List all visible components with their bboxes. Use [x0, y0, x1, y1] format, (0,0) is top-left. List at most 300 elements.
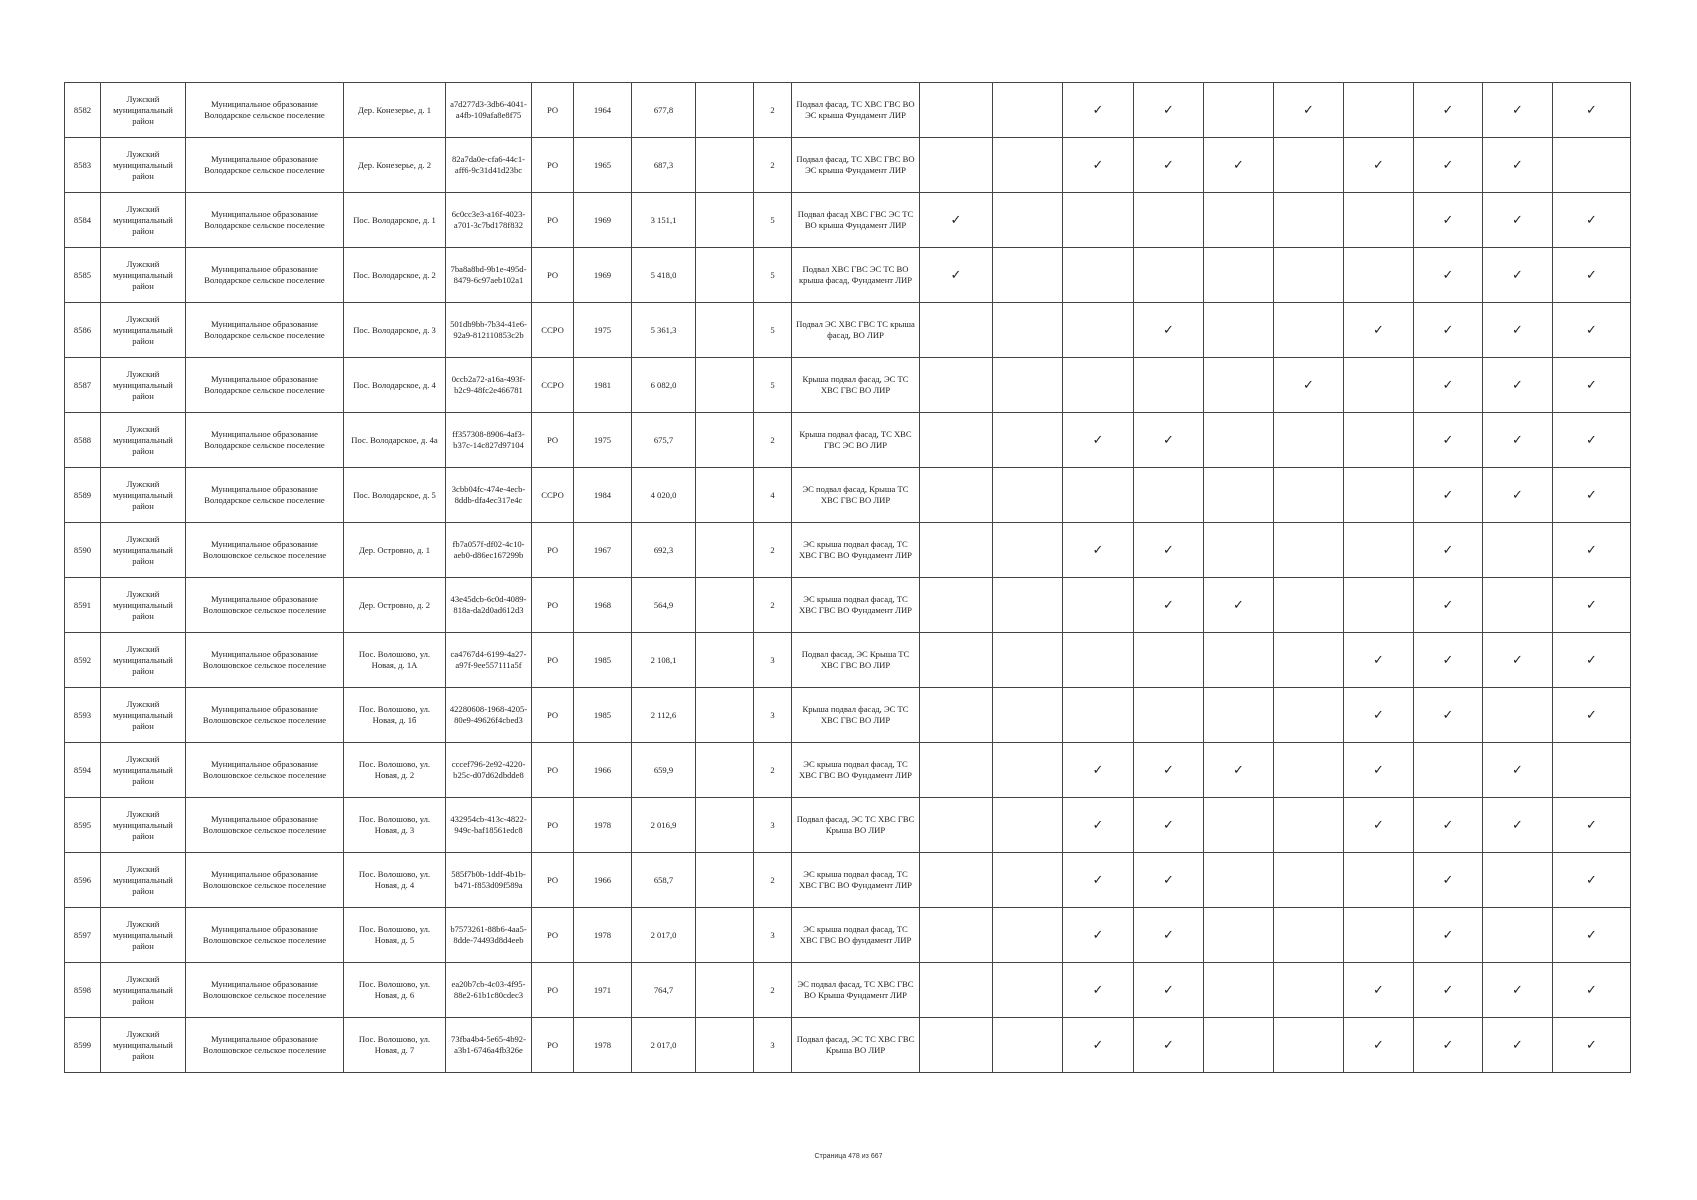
row-number-cell: 8587: [65, 358, 101, 413]
check-mark-icon: ✓: [1163, 542, 1174, 558]
check-mark-icon: ✓: [950, 267, 962, 283]
floors-cell: 2: [754, 523, 792, 578]
table-row: [65, 303, 1631, 358]
check-mark-icon: ✓: [1163, 762, 1174, 778]
works-list-cell: Подвал фасад ХВС ГВС ЭС ТС ВО крыша Фундамент ЛИР: [792, 193, 920, 248]
year-built-cell: 1975: [574, 413, 632, 468]
floors-cell: 2: [754, 743, 792, 798]
check-mark-icon: ✓: [1163, 597, 1174, 613]
municipality-cell: Муниципальное образование Волошовское сельское поселение: [186, 963, 344, 1018]
address-cell: Дер. Островно, д. 2: [344, 578, 446, 633]
guid-cell: 7ba8a8bd-9b1e-495d-8479-6c97aeb102a1: [446, 248, 532, 303]
work-mark-cell: [1063, 908, 1134, 963]
work-mark-cell: [1483, 523, 1553, 578]
work-mark-cell: [1063, 358, 1134, 413]
check-mark-icon: ✓: [1373, 707, 1384, 723]
work-mark-cell: [1553, 798, 1631, 853]
work-mark-cell: [1274, 688, 1344, 743]
address-cell: Пос. Волошово, ул. Новая, д. 4: [344, 853, 446, 908]
check-mark-icon: ✓: [1373, 322, 1384, 338]
guid-cell: 3cbb04fc-474e-4ecb-8ddb-dfa4ec317e4c: [446, 468, 532, 523]
check-mark-icon: ✓: [950, 212, 962, 228]
municipality-cell: Муниципальное образование Володарское сельское поселение: [186, 138, 344, 193]
empty-cell: [696, 193, 754, 248]
work-mark-cell: [1274, 193, 1344, 248]
work-mark-cell: [1483, 413, 1553, 468]
works-list-cell: Крыша подвал фасад, ЭС ТС ХВС ГВС ВО ЛИР: [792, 688, 920, 743]
check-mark-icon: ✓: [1512, 212, 1523, 228]
check-mark-icon: ✓: [1092, 927, 1104, 943]
municipality-cell: Муниципальное образование Волошовское сельское поселение: [186, 578, 344, 633]
work-mark-cell: [993, 963, 1063, 1018]
address-cell: Пос. Волошово, ул. Новая, д. 5: [344, 908, 446, 963]
table-row: [65, 523, 1631, 578]
check-mark-icon: ✓: [1303, 377, 1314, 393]
work-mark-cell: [1274, 138, 1344, 193]
work-mark-cell: [993, 688, 1063, 743]
year-built-cell: 1966: [574, 853, 632, 908]
area-cell: 6 082,0: [632, 358, 696, 413]
work-mark-cell: [1063, 138, 1134, 193]
work-mark-cell: [1344, 688, 1414, 743]
guid-cell: b7573261-88b6-4aa5-8dde-74493d8d4eeb: [446, 908, 532, 963]
table-row: [65, 138, 1631, 193]
work-mark-cell: [1553, 248, 1631, 303]
work-mark-cell: [993, 908, 1063, 963]
works-list-cell: ЭС крыша подвал фасад, ТС ХВС ГВС ВО Фундамент ЛИР: [792, 523, 920, 578]
work-mark-cell: [1414, 413, 1483, 468]
check-mark-icon: ✓: [1512, 817, 1523, 833]
row-number-cell: 8589: [65, 468, 101, 523]
work-mark-cell: [1344, 853, 1414, 908]
guid-cell: fb7a057f-df02-4c10-aeb0-d86ec167299b: [446, 523, 532, 578]
row-number-cell: 8591: [65, 578, 101, 633]
check-mark-icon: ✓: [1442, 707, 1454, 723]
check-mark-icon: ✓: [1586, 267, 1597, 283]
district-cell: Лужский муниципальный район: [101, 1018, 186, 1073]
address-cell: Пос. Волошово, ул. Новая, д. 2: [344, 743, 446, 798]
work-mark-cell: [993, 83, 1063, 138]
municipality-cell: Муниципальное образование Волошовское сельское поселение: [186, 853, 344, 908]
floors-cell: 2: [754, 853, 792, 908]
work-mark-cell: [920, 633, 993, 688]
empty-cell: [696, 963, 754, 1018]
check-mark-icon: ✓: [1163, 872, 1174, 888]
work-mark-cell: [1414, 743, 1483, 798]
area-cell: 2 112,6: [632, 688, 696, 743]
check-mark-icon: ✓: [1586, 707, 1597, 723]
housing-register-table: [64, 82, 1631, 1073]
work-mark-cell: [1483, 468, 1553, 523]
work-mark-cell: [1553, 193, 1631, 248]
program-type-cell: РО: [532, 83, 574, 138]
check-mark-icon: ✓: [1586, 927, 1597, 943]
works-list-cell: Крыша подвал фасад, ТС ХВС ГВС ЭС ВО ЛИР: [792, 413, 920, 468]
work-mark-cell: [1483, 908, 1553, 963]
table-row: [65, 633, 1631, 688]
work-mark-cell: [993, 358, 1063, 413]
check-mark-icon: ✓: [1512, 1037, 1523, 1053]
address-cell: Пос. Володарское, д. 3: [344, 303, 446, 358]
work-mark-cell: [1134, 853, 1204, 908]
year-built-cell: 1984: [574, 468, 632, 523]
work-mark-cell: [1134, 248, 1204, 303]
work-mark-cell: [1063, 743, 1134, 798]
work-mark-cell: [1204, 908, 1274, 963]
floors-cell: 2: [754, 413, 792, 468]
program-type-cell: РО: [532, 248, 574, 303]
work-mark-cell: [1553, 743, 1631, 798]
check-mark-icon: ✓: [1442, 1037, 1454, 1053]
district-cell: Лужский муниципальный район: [101, 523, 186, 578]
area-cell: 2 108,1: [632, 633, 696, 688]
guid-cell: 73fba4b4-5e65-4b92-a3b1-6746a4fb326e: [446, 1018, 532, 1073]
work-mark-cell: [993, 303, 1063, 358]
work-mark-cell: [1204, 688, 1274, 743]
area-cell: 764,7: [632, 963, 696, 1018]
work-mark-cell: [1483, 798, 1553, 853]
work-mark-cell: [1483, 138, 1553, 193]
work-mark-cell: [1063, 248, 1134, 303]
check-mark-icon: ✓: [1373, 652, 1384, 668]
work-mark-cell: [1204, 413, 1274, 468]
check-mark-icon: ✓: [1442, 652, 1454, 668]
work-mark-cell: [1274, 303, 1344, 358]
program-type-cell: РО: [532, 633, 574, 688]
work-mark-cell: [1414, 248, 1483, 303]
check-mark-icon: ✓: [1092, 102, 1104, 118]
program-type-cell: РО: [532, 963, 574, 1018]
work-mark-cell: [1134, 138, 1204, 193]
work-mark-cell: [1483, 1018, 1553, 1073]
work-mark-cell: [1414, 303, 1483, 358]
work-mark-cell: [1134, 688, 1204, 743]
check-mark-icon: ✓: [1586, 102, 1597, 118]
year-built-cell: 1971: [574, 963, 632, 1018]
program-type-cell: РО: [532, 1018, 574, 1073]
work-mark-cell: [1204, 743, 1274, 798]
check-mark-icon: ✓: [1373, 1037, 1384, 1053]
row-number-cell: 8588: [65, 413, 101, 468]
floors-cell: 2: [754, 138, 792, 193]
work-mark-cell: [1204, 138, 1274, 193]
empty-cell: [696, 83, 754, 138]
check-mark-icon: ✓: [1442, 377, 1454, 393]
program-type-cell: ССРО: [532, 358, 574, 413]
program-type-cell: РО: [532, 688, 574, 743]
work-mark-cell: [1204, 193, 1274, 248]
guid-cell: 585f7b0b-1ddf-4b1b-b471-f853d09f589a: [446, 853, 532, 908]
check-mark-icon: ✓: [1442, 432, 1454, 448]
check-mark-icon: ✓: [1092, 432, 1104, 448]
work-mark-cell: [1414, 468, 1483, 523]
check-mark-icon: ✓: [1092, 542, 1104, 558]
area-cell: 3 151,1: [632, 193, 696, 248]
work-mark-cell: [1134, 523, 1204, 578]
row-number-cell: 8592: [65, 633, 101, 688]
district-cell: Лужский муниципальный район: [101, 193, 186, 248]
address-cell: Пос. Володарское, д. 4а: [344, 413, 446, 468]
work-mark-cell: [993, 743, 1063, 798]
check-mark-icon: ✓: [1373, 817, 1384, 833]
guid-cell: 6c0cc3e3-a16f-4023-a701-3c7bd178f832: [446, 193, 532, 248]
works-list-cell: ЭС подвал фасад, Крыша ТС ХВС ГВС ВО ЛИР: [792, 468, 920, 523]
work-mark-cell: [1274, 798, 1344, 853]
address-cell: Пос. Володарское, д. 4: [344, 358, 446, 413]
work-mark-cell: [920, 578, 993, 633]
municipality-cell: Муниципальное образование Володарское сельское поселение: [186, 413, 344, 468]
program-type-cell: РО: [532, 193, 574, 248]
empty-cell: [696, 523, 754, 578]
work-mark-cell: [1414, 578, 1483, 633]
work-mark-cell: [1414, 908, 1483, 963]
address-cell: Пос. Волошово, ул. Новая, д. 6: [344, 963, 446, 1018]
work-mark-cell: [1553, 358, 1631, 413]
work-mark-cell: [1204, 798, 1274, 853]
empty-cell: [696, 908, 754, 963]
work-mark-cell: [1134, 908, 1204, 963]
district-cell: Лужский муниципальный район: [101, 248, 186, 303]
program-type-cell: РО: [532, 413, 574, 468]
work-mark-cell: [920, 688, 993, 743]
municipality-cell: Муниципальное образование Володарское сельское поселение: [186, 248, 344, 303]
work-mark-cell: [1204, 83, 1274, 138]
table-row: [65, 688, 1631, 743]
table-row: [65, 963, 1631, 1018]
work-mark-cell: [1274, 578, 1344, 633]
year-built-cell: 1966: [574, 743, 632, 798]
work-mark-cell: [1274, 83, 1344, 138]
table-row: [65, 413, 1631, 468]
work-mark-cell: [1344, 798, 1414, 853]
check-mark-icon: ✓: [1586, 487, 1597, 503]
work-mark-cell: [1204, 303, 1274, 358]
district-cell: Лужский муниципальный район: [101, 358, 186, 413]
check-mark-icon: ✓: [1373, 982, 1384, 998]
work-mark-cell: [1553, 963, 1631, 1018]
row-number-cell: 8586: [65, 303, 101, 358]
work-mark-cell: [1414, 688, 1483, 743]
row-number-cell: 8590: [65, 523, 101, 578]
work-mark-cell: [1553, 908, 1631, 963]
work-mark-cell: [1063, 193, 1134, 248]
check-mark-icon: ✓: [1512, 982, 1523, 998]
work-mark-cell: [1344, 578, 1414, 633]
work-mark-cell: [1483, 193, 1553, 248]
work-mark-cell: [1134, 1018, 1204, 1073]
address-cell: Пос. Волошово, ул. Новая, д. 1А: [344, 633, 446, 688]
check-mark-icon: ✓: [1092, 872, 1104, 888]
work-mark-cell: [1274, 358, 1344, 413]
program-type-cell: РО: [532, 743, 574, 798]
work-mark-cell: [1553, 578, 1631, 633]
work-mark-cell: [1134, 413, 1204, 468]
check-mark-icon: ✓: [1303, 102, 1314, 118]
check-mark-icon: ✓: [1586, 432, 1597, 448]
program-type-cell: ССРО: [532, 468, 574, 523]
check-mark-icon: ✓: [1442, 267, 1454, 283]
work-mark-cell: [1063, 963, 1134, 1018]
check-mark-icon: ✓: [1512, 267, 1523, 283]
address-cell: Пос. Волошово, ул. Новая, д. 3: [344, 798, 446, 853]
empty-cell: [696, 853, 754, 908]
works-list-cell: ЭС крыша подвал фасад, ТС ХВС ГВС ВО Фундамент ЛИР: [792, 853, 920, 908]
floors-cell: 2: [754, 83, 792, 138]
table-row: [65, 798, 1631, 853]
table-row: [65, 908, 1631, 963]
check-mark-icon: ✓: [1163, 432, 1174, 448]
work-mark-cell: [1483, 688, 1553, 743]
guid-cell: cccef796-2e92-4220-b25c-d07d62dbdde8: [446, 743, 532, 798]
check-mark-icon: ✓: [1442, 157, 1454, 173]
area-cell: 675,7: [632, 413, 696, 468]
work-mark-cell: [920, 193, 993, 248]
check-mark-icon: ✓: [1163, 1037, 1174, 1053]
table-body: [65, 83, 1631, 1073]
row-number-cell: 8594: [65, 743, 101, 798]
work-mark-cell: [1344, 358, 1414, 413]
work-mark-cell: [1134, 83, 1204, 138]
work-mark-cell: [920, 798, 993, 853]
page-footer: [0, 1153, 1697, 1160]
work-mark-cell: [1134, 193, 1204, 248]
check-mark-icon: ✓: [1512, 762, 1523, 778]
year-built-cell: 1981: [574, 358, 632, 413]
work-mark-cell: [1134, 743, 1204, 798]
check-mark-icon: ✓: [1586, 542, 1597, 558]
work-mark-cell: [1063, 853, 1134, 908]
work-mark-cell: [1553, 523, 1631, 578]
works-list-cell: Подвал ХВС ГВС ЭС ТС ВО крыша фасад, Фундамент ЛИР: [792, 248, 920, 303]
work-mark-cell: [1063, 578, 1134, 633]
work-mark-cell: [993, 138, 1063, 193]
floors-cell: 3: [754, 908, 792, 963]
table-row: [65, 193, 1631, 248]
empty-cell: [696, 633, 754, 688]
work-mark-cell: [920, 83, 993, 138]
check-mark-icon: ✓: [1512, 377, 1523, 393]
district-cell: Лужский муниципальный район: [101, 83, 186, 138]
work-mark-cell: [1483, 248, 1553, 303]
check-mark-icon: ✓: [1512, 157, 1523, 173]
work-mark-cell: [920, 248, 993, 303]
address-cell: Дер. Конезерье, д. 1: [344, 83, 446, 138]
works-list-cell: ЭС подвал фасад, ТС ХВС ГВС ВО Крыша Фундамент ЛИР: [792, 963, 920, 1018]
row-number-cell: 8585: [65, 248, 101, 303]
row-number-cell: 8595: [65, 798, 101, 853]
table-row: [65, 1018, 1631, 1073]
work-mark-cell: [920, 963, 993, 1018]
work-mark-cell: [1344, 743, 1414, 798]
work-mark-cell: [1063, 83, 1134, 138]
program-type-cell: ССРО: [532, 303, 574, 358]
address-cell: Пос. Володарское, д. 2: [344, 248, 446, 303]
empty-cell: [696, 358, 754, 413]
work-mark-cell: [1553, 633, 1631, 688]
work-mark-cell: [920, 358, 993, 413]
municipality-cell: Муниципальное образование Волошовское сельское поселение: [186, 908, 344, 963]
area-cell: 4 020,0: [632, 468, 696, 523]
program-type-cell: РО: [532, 908, 574, 963]
work-mark-cell: [1553, 413, 1631, 468]
check-mark-icon: ✓: [1586, 872, 1597, 888]
works-list-cell: ЭС крыша подвал фасад, ТС ХВС ГВС ВО Фундамент ЛИР: [792, 578, 920, 633]
table-row: [65, 358, 1631, 413]
check-mark-icon: ✓: [1442, 322, 1454, 338]
district-cell: Лужский муниципальный район: [101, 578, 186, 633]
year-built-cell: 1985: [574, 688, 632, 743]
municipality-cell: Муниципальное образование Волошовское сельское поселение: [186, 688, 344, 743]
district-cell: Лужский муниципальный район: [101, 633, 186, 688]
check-mark-icon: ✓: [1512, 322, 1523, 338]
municipality-cell: Муниципальное образование Волошовское сельское поселение: [186, 798, 344, 853]
year-built-cell: 1968: [574, 578, 632, 633]
municipality-cell: Муниципальное образование Володарское сельское поселение: [186, 193, 344, 248]
works-list-cell: Крыша подвал фасад, ЭС ТС ХВС ГВС ВО ЛИР: [792, 358, 920, 413]
work-mark-cell: [920, 853, 993, 908]
work-mark-cell: [1134, 798, 1204, 853]
year-built-cell: 1985: [574, 633, 632, 688]
row-number-cell: 8583: [65, 138, 101, 193]
work-mark-cell: [1063, 1018, 1134, 1073]
area-cell: 677,8: [632, 83, 696, 138]
work-mark-cell: [1553, 83, 1631, 138]
work-mark-cell: [1274, 743, 1344, 798]
guid-cell: 43e45dcb-6c0d-4089-818a-da2d0ad612d3: [446, 578, 532, 633]
empty-cell: [696, 138, 754, 193]
empty-cell: [696, 413, 754, 468]
area-cell: 2 017,0: [632, 1018, 696, 1073]
guid-cell: a7d277d3-3db6-4041-a4fb-109afa8e8f75: [446, 83, 532, 138]
work-mark-cell: [1553, 853, 1631, 908]
address-cell: Пос. Волошово, ул. Новая, д. 1б: [344, 688, 446, 743]
check-mark-icon: ✓: [1373, 762, 1384, 778]
year-built-cell: 1978: [574, 1018, 632, 1073]
work-mark-cell: [1204, 963, 1274, 1018]
work-mark-cell: [1483, 963, 1553, 1018]
district-cell: Лужский муниципальный район: [101, 468, 186, 523]
work-mark-cell: [1274, 413, 1344, 468]
check-mark-icon: ✓: [1586, 322, 1597, 338]
check-mark-icon: ✓: [1586, 817, 1597, 833]
district-cell: Лужский муниципальный район: [101, 798, 186, 853]
check-mark-icon: ✓: [1512, 487, 1523, 503]
work-mark-cell: [1483, 358, 1553, 413]
empty-cell: [696, 798, 754, 853]
check-mark-icon: ✓: [1442, 817, 1454, 833]
work-mark-cell: [993, 193, 1063, 248]
work-mark-cell: [1134, 578, 1204, 633]
check-mark-icon: ✓: [1163, 927, 1174, 943]
check-mark-icon: ✓: [1163, 982, 1174, 998]
check-mark-icon: ✓: [1092, 157, 1104, 173]
work-mark-cell: [1063, 633, 1134, 688]
work-mark-cell: [1483, 853, 1553, 908]
district-cell: Лужский муниципальный район: [101, 303, 186, 358]
work-mark-cell: [1414, 193, 1483, 248]
address-cell: Пос. Володарское, д. 5: [344, 468, 446, 523]
work-mark-cell: [1344, 413, 1414, 468]
district-cell: Лужский муниципальный район: [101, 138, 186, 193]
area-cell: 5 418,0: [632, 248, 696, 303]
work-mark-cell: [1344, 963, 1414, 1018]
work-mark-cell: [1274, 248, 1344, 303]
check-mark-icon: ✓: [1442, 872, 1454, 888]
floors-cell: 3: [754, 798, 792, 853]
district-cell: Лужский муниципальный район: [101, 743, 186, 798]
row-number-cell: 8596: [65, 853, 101, 908]
work-mark-cell: [1274, 633, 1344, 688]
